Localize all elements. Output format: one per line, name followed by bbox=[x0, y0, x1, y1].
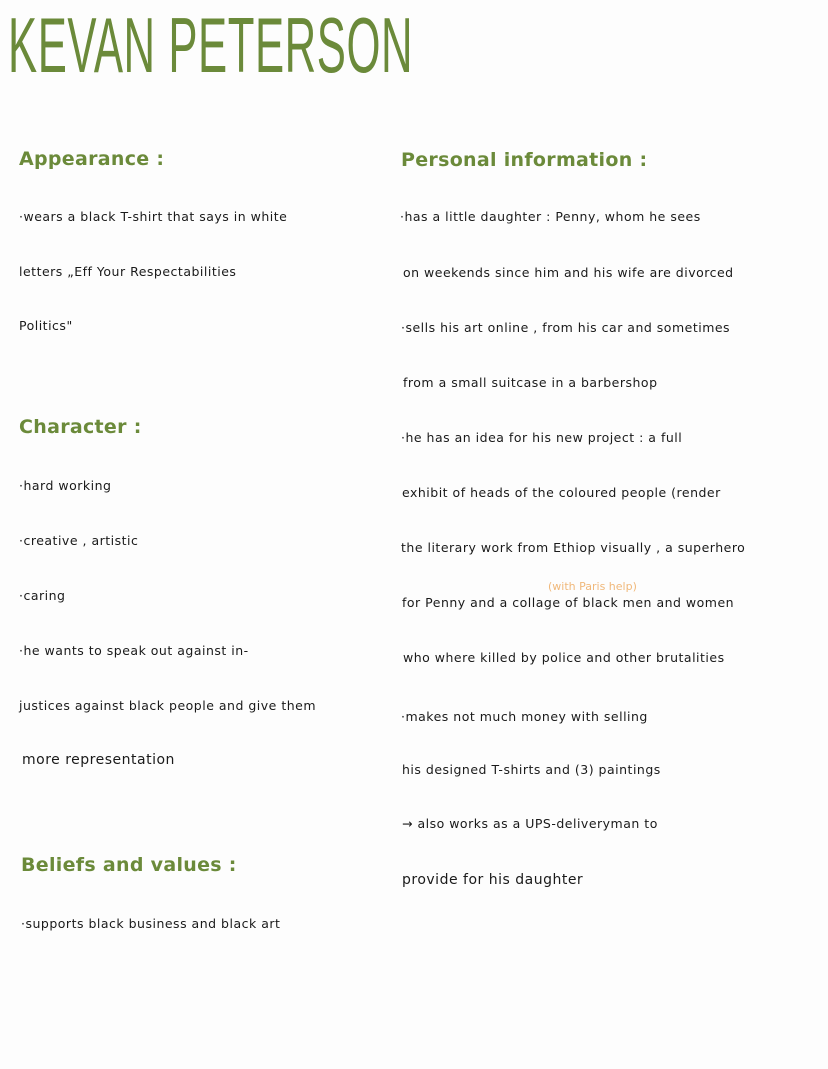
personal-line: → also works as a UPS-deliveryman to bbox=[402, 816, 658, 831]
beliefs-heading: Beliefs and values : bbox=[21, 854, 237, 876]
personal-line: ·he has an idea for his new project : a full bbox=[401, 430, 683, 445]
personal-line: provide for his daughter bbox=[402, 872, 584, 888]
character-line: ·creative , artistic bbox=[19, 533, 139, 548]
character-line: ·caring bbox=[19, 588, 66, 603]
appearance-heading: Appearance : bbox=[19, 148, 165, 170]
annotation-note: (with Paris help) bbox=[548, 580, 637, 593]
personal-line: his designed T-shirts and (3) paintings bbox=[402, 762, 661, 777]
personal-line: who where killed by police and other brutalities bbox=[403, 650, 725, 665]
personal-heading: Personal information : bbox=[401, 149, 648, 171]
appearance-line: letters „Eff Your Respectabilities bbox=[19, 264, 237, 279]
character-heading: Character : bbox=[19, 416, 142, 438]
personal-line: from a small suitcase in a barbershop bbox=[403, 375, 658, 390]
appearance-line: Politics" bbox=[19, 318, 73, 333]
character-line: justices against black people and give them bbox=[19, 698, 317, 713]
page-title: KEVAN PETERSON bbox=[8, 1, 414, 89]
personal-line: on weekends since him and his wife are divorced bbox=[403, 265, 734, 280]
personal-line: for Penny and a collage of black men and women bbox=[402, 595, 735, 610]
personal-line: exhibit of heads of the coloured people (render bbox=[402, 485, 721, 500]
personal-line: ·has a little daughter : Penny, whom he sees bbox=[400, 209, 701, 224]
personal-line: ·sells his art online , from his car and sometimes bbox=[401, 320, 731, 335]
beliefs-line: ·supports black business and black art bbox=[21, 916, 281, 931]
appearance-line: ·wears a black T-shirt that says in white bbox=[19, 209, 288, 224]
character-line: more representation bbox=[22, 752, 175, 768]
personal-line: ·makes not much money with selling bbox=[401, 709, 648, 724]
character-line: ·hard working bbox=[19, 478, 112, 493]
character-line: ·he wants to speak out against in- bbox=[19, 643, 249, 658]
personal-line: the literary work from Ethiop visually , a superhero bbox=[401, 540, 746, 555]
